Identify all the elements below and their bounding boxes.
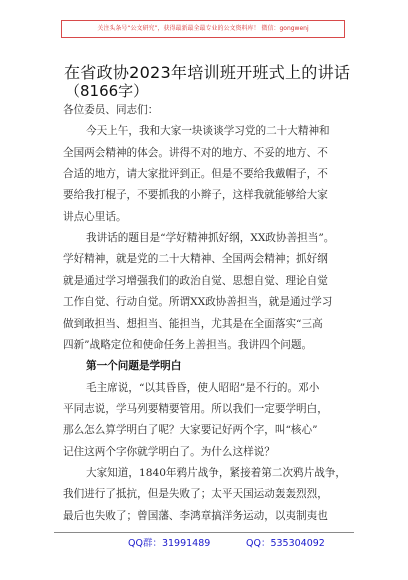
body-line: 毛主席说，“以其昏昏，使人昭昭”是不行的。邓小 [86,381,320,394]
title-line-2: （8166字） [65,82,149,100]
body-line: 最后也失败了；曾国藩、李鸿章搞洋务运动，以夷制夷也 [63,509,328,522]
body-line: 工作自觉、行动自觉。所谓XX政协善担当，就是通过学习 [63,296,333,309]
body-line: 平同志说，学马列要精要管用。所以我们一定要学明白， [63,402,328,415]
title-line-1: 在省政协2023年培训班开班式上的讲话 [64,63,351,82]
footer-divider [54,532,354,533]
body-line: 做到敢担当、想担当、能担当，尤其是在全面落实“三高 [63,317,323,330]
body-line: 就是通过学习增强我们的政治自觉、思想自觉、理论自觉 [63,274,328,287]
footer-qq: QQ：535304092 [246,538,325,549]
body-line: 各位委员、同志们： [63,104,159,116]
body-line: 学好精神，就是党的二十大精神、全国两会精神；抓好纲 [63,253,328,266]
body-line: 大家知道，1840年鸦片战争，紧接着第二次鸦片战争， [86,466,347,479]
body-line: 四新”战略定位和使命任务上善担当。我讲四个问题。 [63,338,313,351]
body-line: 那么怎么算学明白了呢？大家要记好两个字，叫“核心” [63,424,318,437]
body-line: 今天上午，我和大家一块谈谈学习党的二十大精神和 [86,125,330,138]
body-line: 我讲话的题目是“学好精神抓好纲，XX政协善担当”。 [86,232,335,245]
body-line: 合适的地方，请大家批评到正。但是不要给我戴帽子，不 [63,168,328,181]
body-line: 我们进行了抵抗，但是失败了；太平天国运动轰轰烈烈， [63,488,328,501]
banner-text: 关注头条号“公文研究”，获得最新最全最专业的公文资料库！ 微信：gongwenj [97,25,309,32]
footer-qq-group: QQ群：31991489 [128,538,211,549]
body-line: 要给我打棍子，不要抓我的小辫子，这样我就能够给大家 [63,189,328,202]
section-heading: 第一个问题是学明白 [86,360,182,373]
body-line: 全国两会精神的体会。讲得不对的地方、不妥的地方、不 [63,146,328,159]
body-line: 记住这两个字你就学明白了。为什么这样说？ [63,445,275,458]
body-line: 讲点心里话。 [63,210,127,223]
